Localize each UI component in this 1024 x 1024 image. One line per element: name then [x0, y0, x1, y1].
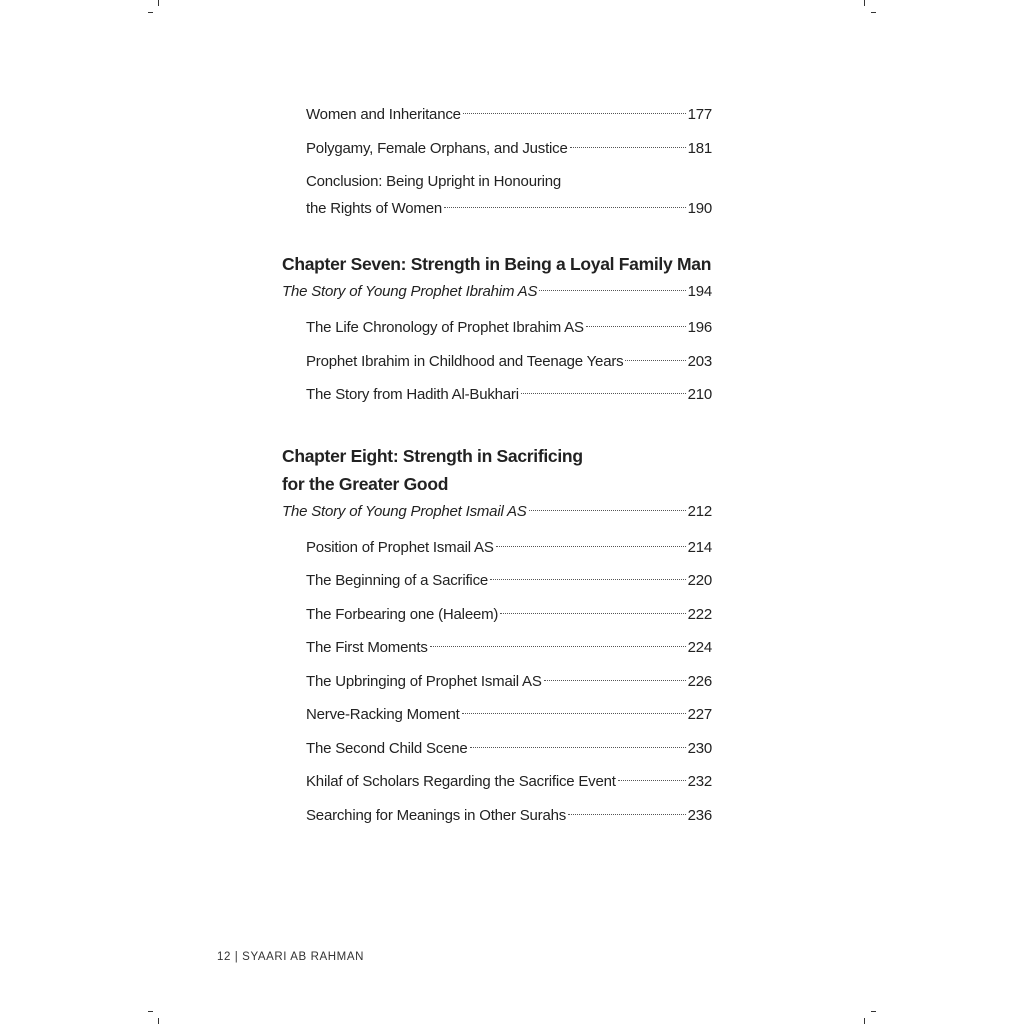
dot-leader	[521, 393, 686, 394]
dot-leader	[618, 780, 686, 781]
toc-entry-wrapped[interactable]	[282, 168, 712, 228]
entry-title: Women and Inheritance	[306, 106, 461, 123]
entry-page: 232	[687, 773, 712, 790]
dot-leader	[500, 613, 685, 614]
entry-title: The Story from Hadith Al-Bukhari	[306, 386, 519, 403]
dot-leader	[529, 510, 686, 511]
entry-title: The Beginning of a Sacrifice	[306, 572, 489, 589]
toc-entry[interactable]	[282, 101, 712, 135]
toc-entry[interactable]	[282, 601, 712, 635]
chapter-title[interactable]: Chapter Seven: Strength in Being a Loyal Family Man	[282, 254, 712, 274]
dot-leader	[430, 646, 686, 647]
toc-entry[interactable]	[282, 768, 712, 802]
chapter-subtitle-page: 212	[687, 502, 712, 520]
dot-leader	[444, 207, 686, 208]
entry-title: Khilaf of Scholars Regarding the Sacrifice Event	[306, 773, 616, 790]
entry-page: 181	[687, 139, 712, 157]
table-of-contents	[282, 101, 712, 835]
entry-page: 226	[687, 672, 712, 690]
entry-page: 177	[687, 106, 712, 123]
entry-title: The Second Child Scene	[306, 739, 468, 757]
entry-page: 190	[687, 200, 712, 217]
dot-leader	[470, 747, 686, 748]
crop-mark-top-left-h	[148, 12, 153, 13]
page-footer: 12 | SYAARI AB RAHMAN	[217, 951, 365, 963]
dot-leader	[586, 326, 686, 327]
chapter-subtitle-row[interactable]	[282, 498, 712, 534]
entry-page: 210	[687, 386, 712, 403]
crop-mark-bottom-right-h	[871, 1011, 876, 1012]
toc-entry[interactable]	[282, 735, 712, 769]
entry-page: 230	[687, 739, 712, 757]
dot-leader	[462, 713, 686, 714]
toc-entry[interactable]	[282, 314, 712, 348]
entry-page: 224	[687, 639, 712, 656]
entry-page: 214	[687, 538, 712, 556]
toc-entry[interactable]	[282, 701, 712, 735]
entry-page: 203	[687, 352, 712, 370]
crop-mark-top-left-v	[158, 0, 159, 6]
chapter-subtitle-row[interactable]	[282, 278, 712, 314]
entry-title: Prophet Ibrahim in Childhood and Teenage Years	[306, 352, 624, 370]
chapter-subtitle: The Story of Young Prophet Ismail AS	[282, 502, 527, 520]
chapter-title-line2[interactable]: for the Greater Good	[282, 473, 449, 494]
entry-title: The Forbearing one (Haleem)	[306, 605, 499, 623]
entry-page: 220	[687, 572, 712, 589]
dot-leader	[539, 290, 685, 291]
entry-title-line1: Conclusion: Being Upright in Honouring	[306, 173, 562, 190]
crop-mark-bottom-left-v	[158, 1018, 159, 1024]
dot-leader	[568, 814, 686, 815]
crop-mark-bottom-right-v	[864, 1018, 865, 1024]
entry-page: 227	[687, 706, 712, 723]
toc-entry[interactable]	[282, 567, 712, 601]
dot-leader	[490, 579, 686, 580]
dot-leader	[496, 546, 686, 547]
entry-page: 196	[687, 319, 712, 336]
toc-entry[interactable]	[282, 348, 712, 382]
toc-entry[interactable]	[282, 634, 712, 668]
chapter-title-line1[interactable]: Chapter Eight: Strength in Sacrificing	[282, 445, 583, 466]
toc-group-1	[282, 101, 712, 228]
entry-title: Nerve-Racking Moment	[306, 706, 460, 723]
toc-entry[interactable]	[282, 668, 712, 702]
chapter-subtitle: The Story of Young Prophet Ibrahim AS	[282, 283, 538, 300]
entry-page: 236	[687, 806, 712, 824]
entry-title: Searching for Meanings in Other Surahs	[306, 806, 567, 824]
entry-title: The First Moments	[306, 639, 428, 656]
toc-entry[interactable]	[282, 381, 712, 415]
entry-title: The Life Chronology of Prophet Ibrahim AS	[306, 319, 584, 336]
chapter-eight	[282, 442, 712, 836]
dot-leader	[463, 113, 686, 114]
dot-leader	[570, 147, 686, 148]
entry-title: Position of Prophet Ismail AS	[306, 538, 494, 556]
toc-entry[interactable]	[282, 534, 712, 568]
entry-title-line2-row	[306, 195, 712, 228]
entry-title-line2: the Rights of Women	[306, 200, 442, 217]
toc-entry[interactable]	[282, 135, 712, 169]
entry-page: 222	[687, 605, 712, 623]
toc-entry[interactable]	[282, 802, 712, 836]
crop-mark-top-right-h	[871, 12, 876, 13]
entry-title: Polygamy, Female Orphans, and Justice	[306, 139, 568, 157]
entry-title: The Upbringing of Prophet Ismail AS	[306, 672, 542, 690]
crop-mark-top-right-v	[864, 0, 865, 6]
chapter-subtitle-page: 194	[687, 283, 712, 300]
crop-mark-bottom-left-h	[148, 1011, 153, 1012]
dot-leader	[625, 360, 685, 361]
dot-leader	[544, 680, 686, 681]
chapter-seven	[282, 250, 712, 415]
